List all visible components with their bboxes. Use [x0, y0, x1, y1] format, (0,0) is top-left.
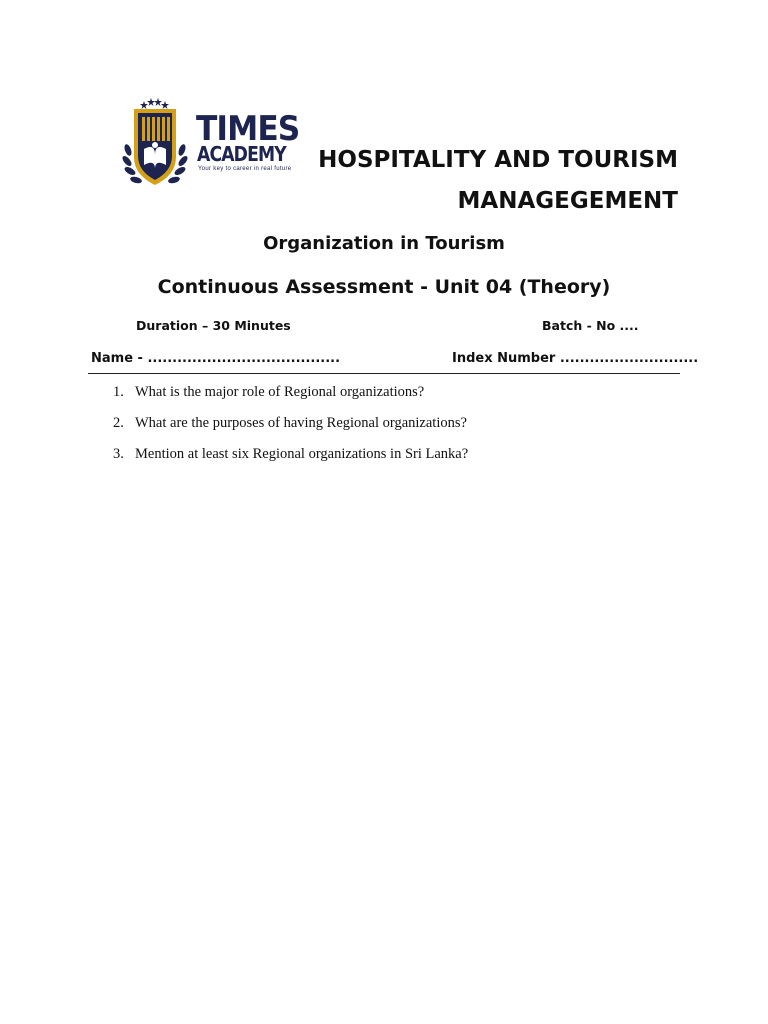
batch-label: Batch - No ....	[542, 318, 639, 333]
question-text: What are the purposes of having Regional organizations?	[135, 415, 467, 431]
index-number-field: Index Number ............................	[452, 351, 699, 366]
star-icon	[140, 98, 169, 109]
logo-name-academy: ACADEMY	[197, 142, 286, 166]
title-line-2: MANAGEGEMENT	[457, 188, 678, 214]
name-field: Name - .......................................	[91, 351, 341, 366]
question-item	[113, 443, 468, 474]
question-number: 1.	[113, 384, 124, 400]
question-list	[113, 381, 468, 474]
assessment-heading: Continuous Assessment - Unit 04 (Theory)	[157, 276, 611, 298]
question-number: 2.	[113, 415, 124, 431]
subject-heading: Organization in Tourism	[263, 233, 505, 254]
question-text: Mention at least six Regional organizations in Sri Lanka?	[135, 446, 469, 462]
question-item	[113, 412, 468, 443]
shield-icon	[134, 109, 176, 185]
question-text: What is the major role of Regional organizations?	[135, 384, 425, 400]
question-number: 3.	[113, 446, 124, 462]
duration-label: Duration – 30 Minutes	[136, 318, 291, 333]
document-title	[258, 140, 678, 222]
title-line-1: HOSPITALITY AND TOURISM	[318, 147, 678, 173]
question-item	[113, 381, 468, 412]
divider	[88, 373, 680, 374]
logo-name-times: TIMES	[196, 109, 300, 149]
logo-tagline: Your key to career in real future	[198, 166, 292, 172]
